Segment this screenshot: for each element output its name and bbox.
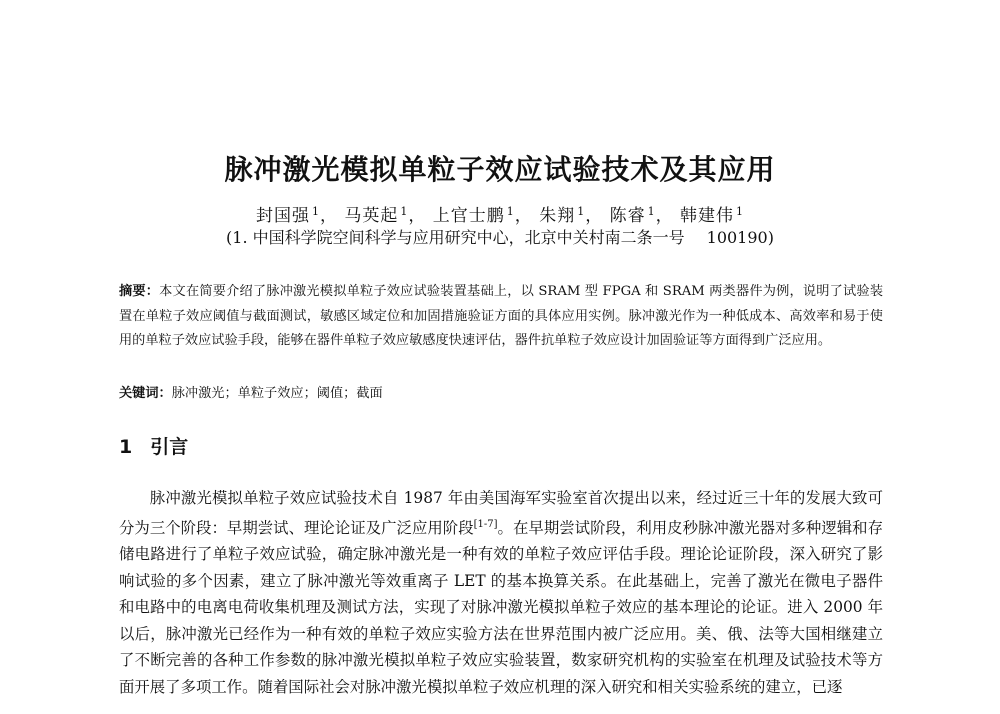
keywords-text: 脉冲激光；单粒子效应；阈值；截面 [171, 386, 383, 401]
paragraph-text: 。在早期尝试阶段，利用皮秒脉冲激光器对多种逻辑和存储电路进行了单粒子效应试验，确定脉冲激光是一种有效的单粒子效应评估手段。理论论证阶段，深入研究了影响试验的多个因素，建立了脉冲激光等效重离子 LET 的基本换算关系。在此基础上，完善了激光在微电子器件和电路中的电离电荷收集机理及测试方法，实现了对脉冲激光模拟单粒子效应的基本理论的论证。进入 2000 年以后，脉冲激光已经作为一种有效的单粒子效应实验方法在世界范围内被广泛应用。美、俄、法等大国相继建立了不断完善的各种工作参数的脉冲激光模拟单粒子效应实验装置，数家研究机构的实验室在机理及试验技术等方面开展了多项工作。随着国际社会对脉冲激光模拟单粒子效应机理的深入研究和相关实验系统的建立，已逐 [119, 518, 884, 696]
affiliation-text: (1. 中国科学院空间科学与应用研究中心，北京中关村南二条一号 [226, 228, 685, 247]
affiliation-mark: 1 [736, 205, 745, 218]
author: 朱翔 $^1$ [539, 205, 586, 226]
author: 马英起 $^1$ [344, 205, 409, 226]
author: 上官士鹏 $^1$ [432, 205, 515, 226]
keywords-label: 关键词： [119, 386, 172, 401]
section-number: 1 [119, 436, 133, 458]
section-title: 引言 [150, 436, 189, 458]
affiliation-mark: 1 [577, 205, 586, 218]
citation[interactable]: [1-7] [473, 518, 498, 530]
author: 韩建伟 $^1$ [680, 205, 745, 226]
author: 陈睿 $^1$ [609, 205, 656, 226]
paper-title: 脉冲激光模拟单粒子效应试验技术及其应用 [224, 153, 776, 186]
paragraph-text: 脉冲激光模拟单粒子效应试验技术自 1987 年由美国海军实验室首次提出以来，经过近三十年的发展大致可分为三个阶段：早期尝试、理论论证及广泛应用阶段 [119, 489, 883, 537]
postcode: 100190) [706, 228, 774, 247]
author: 封国强 $^1$ [255, 205, 320, 226]
affiliation [0, 226, 1000, 250]
abstract-text: 本文在简要介绍了脉冲激光模拟单粒子效应试验装置基础上，以 SRAM 型 FPGA 和 SRAM 两类器件为例，说明了试验装置在单粒子效应阈值与截面测试，敏感区域定位和加固措施验证方面的具体应用实例。脉冲激光作为一种低成本、高效率和易于使用的单粒子效应试验手段，能够在器件单粒子效应敏感度快速评估，器件抗单粒子效应设计加固验证等方面得到广泛应用。 [119, 284, 884, 348]
affiliation-mark: 1 [311, 205, 320, 218]
abstract-label: 摘要： [119, 284, 160, 299]
abstract [119, 280, 883, 354]
author-list: 封国强 $^1$， 马英起 $^1$， 上官士鹏 $^1$， 朱翔 $^1$， 陈睿 $^1$， 韩建伟 $^1$ [255, 205, 745, 226]
affiliation-mark: 1 [647, 205, 656, 218]
keywords [119, 382, 883, 406]
body-paragraph [119, 485, 883, 700]
section-heading [119, 432, 188, 462]
affiliation-mark: 1 [400, 205, 409, 218]
affiliation-mark: 1 [506, 205, 515, 218]
